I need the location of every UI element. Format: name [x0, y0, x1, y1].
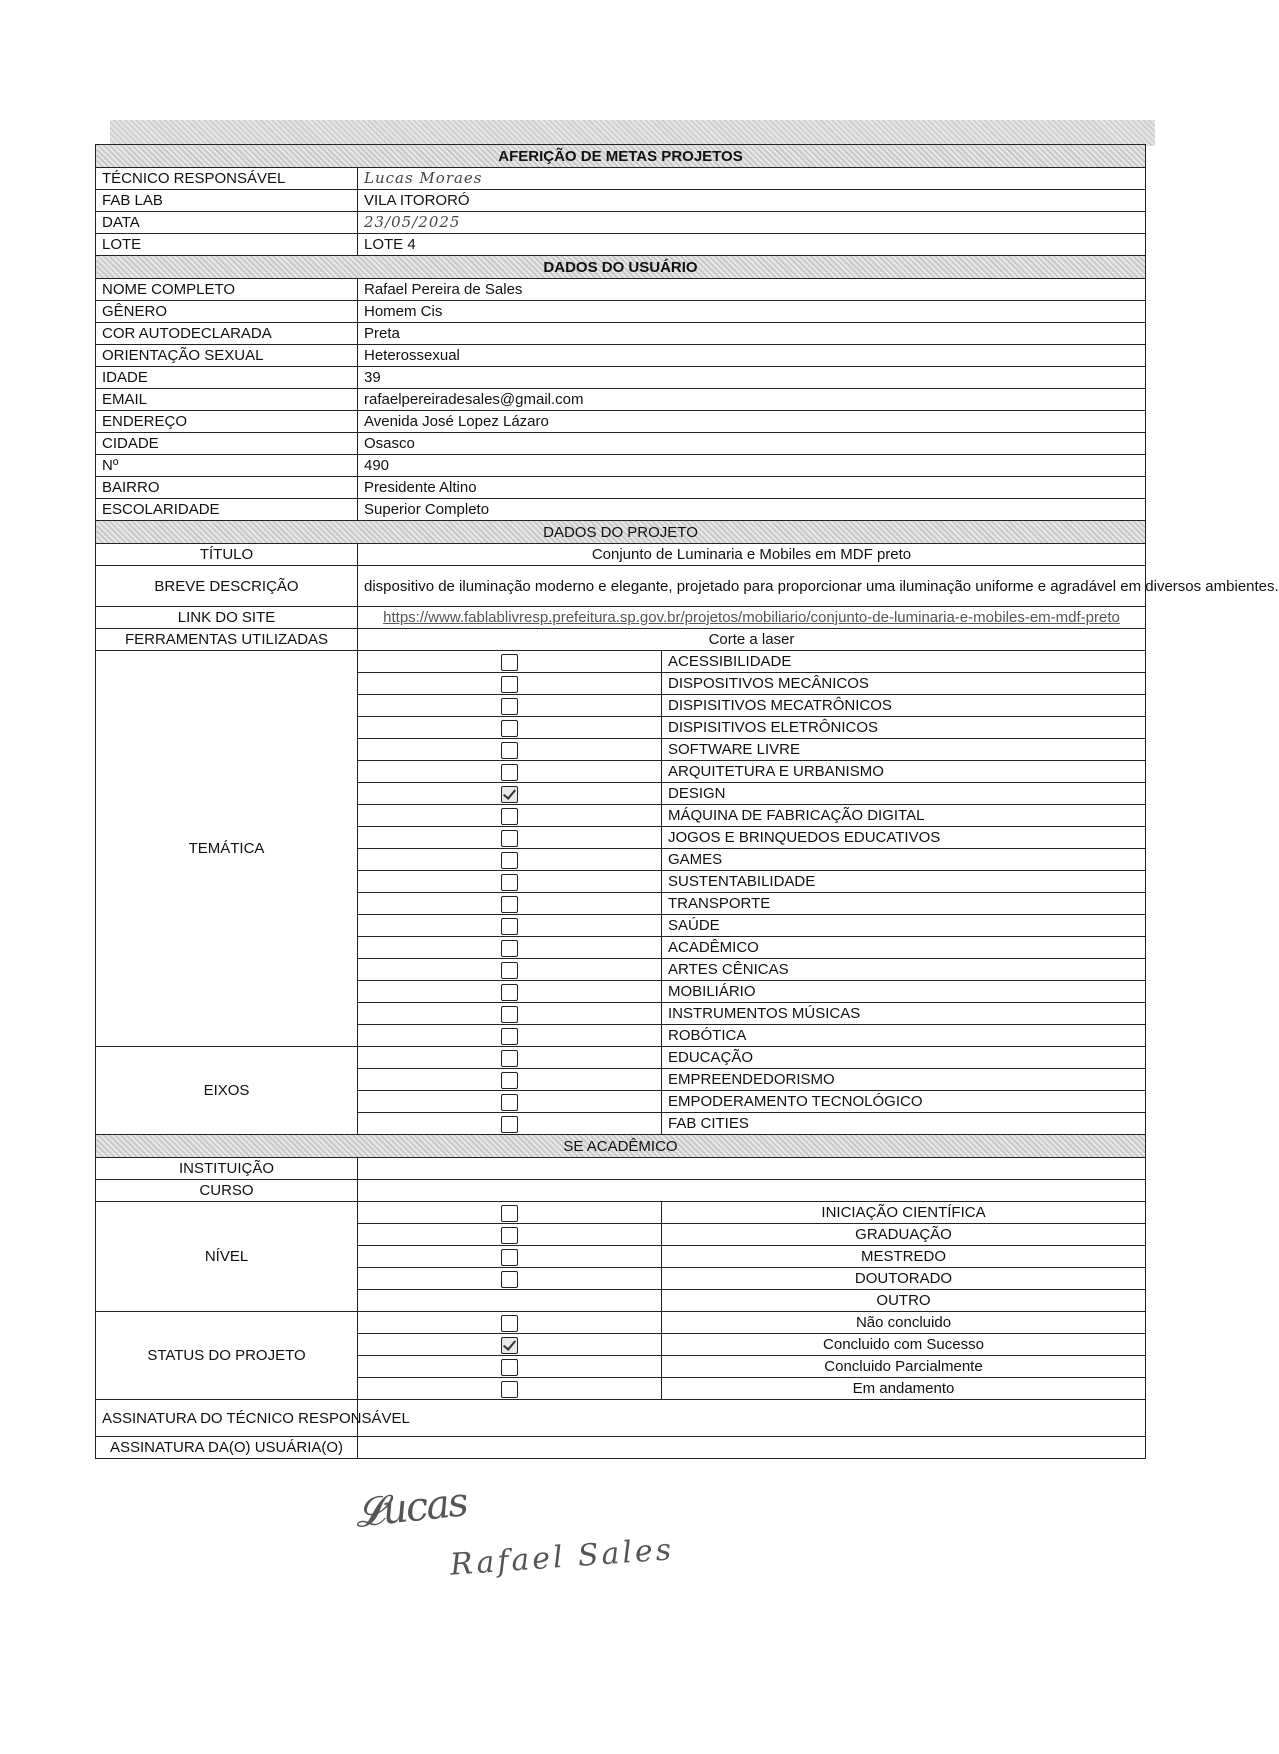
tematica-checkbox-cell	[358, 981, 662, 1003]
project-desc-row	[96, 566, 1146, 607]
user-row	[96, 301, 1146, 323]
checkbox-icon[interactable]	[501, 698, 518, 715]
checkbox-icon[interactable]	[501, 1249, 518, 1266]
section-academico	[96, 1135, 1146, 1158]
tech-signature-label: ASSINATURA DO TÉCNICO RESPONSÁVEL	[96, 1400, 358, 1437]
status-option-label: Concluido com Sucesso	[662, 1334, 1146, 1356]
tematica-option-label: SOFTWARE LIVRE	[662, 739, 1146, 761]
user-row-label: EMAIL	[96, 389, 358, 411]
status-checkbox-cell	[358, 1356, 662, 1378]
section-projeto-title: DADOS DO PROJETO	[96, 521, 1146, 544]
project-title-row-value[interactable]: Conjunto de Luminaria e Mobiles em MDF preto	[358, 544, 1146, 566]
tematica-checkbox-cell	[358, 805, 662, 827]
nivel-row	[96, 1202, 1146, 1224]
header-row	[96, 190, 1146, 212]
user-row-value[interactable]: Avenida José Lopez Lázaro	[358, 411, 1146, 433]
user-signature-field[interactable]	[358, 1437, 1146, 1459]
status-checkbox-cell	[358, 1312, 662, 1334]
tematica-checkbox-cell	[358, 717, 662, 739]
tematica-checkbox-cell	[358, 893, 662, 915]
user-row-value[interactable]: Presidente Altino	[358, 477, 1146, 499]
tematica-option-label: DISPOSITIVOS MECÂNICOS	[662, 673, 1146, 695]
checkbox-icon[interactable]	[501, 1094, 518, 1111]
tematica-checkbox-cell	[358, 673, 662, 695]
header-row-label: DATA	[96, 212, 358, 234]
status-row	[96, 1312, 1146, 1334]
tematica-option-label: DISPISITIVOS MECATRÔNICOS	[662, 695, 1146, 717]
section-projeto	[96, 521, 1146, 544]
eixos-option-label: FAB CITIES	[662, 1113, 1146, 1135]
checkbox-icon[interactable]	[501, 1271, 518, 1288]
nivel-checkbox-cell	[358, 1202, 662, 1224]
technician-signature-scribble: 𝓛ucas	[352, 1479, 469, 1537]
user-row-value[interactable]: rafaelpereiradesales@gmail.com	[358, 389, 1146, 411]
status-option-label: Em andamento	[662, 1378, 1146, 1400]
checkbox-icon[interactable]	[501, 896, 518, 913]
tematica-option-label: ROBÓTICA	[662, 1025, 1146, 1047]
user-row	[96, 367, 1146, 389]
checkbox-icon[interactable]	[501, 874, 518, 891]
tematica-option-label: GAMES	[662, 849, 1146, 871]
user-row-value[interactable]: 490	[358, 455, 1146, 477]
eixos-option-label: EMPODERAMENTO TECNOLÓGICO	[662, 1091, 1146, 1113]
tematica-checkbox-cell	[358, 1003, 662, 1025]
tematica-label: TEMÁTICA	[96, 651, 358, 1047]
header-row-label: FAB LAB	[96, 190, 358, 212]
checkbox-icon[interactable]	[501, 1116, 518, 1133]
tematica-option-label: SAÚDE	[662, 915, 1146, 937]
checkbox-icon[interactable]	[501, 852, 518, 869]
course-row-value[interactable]	[358, 1180, 1146, 1202]
section-afericao-title: AFERIÇÃO DE METAS PROJETOS	[96, 145, 1146, 168]
tech-signature-row	[96, 1400, 1146, 1437]
tematica-option-label: MOBILIÁRIO	[662, 981, 1146, 1003]
course-row	[96, 1180, 1146, 1202]
eixos-checkbox-cell	[358, 1047, 662, 1069]
tematica-checkbox-cell	[358, 695, 662, 717]
checkbox-icon[interactable]	[501, 742, 518, 759]
nivel-option-label: GRADUAÇÃO	[662, 1224, 1146, 1246]
status-label: STATUS DO PROJETO	[96, 1312, 358, 1400]
user-row	[96, 499, 1146, 521]
eixos-option-label: EMPREENDEDORISMO	[662, 1069, 1146, 1091]
user-row-label: CIDADE	[96, 433, 358, 455]
project-tools-row-value[interactable]: Corte a laser	[358, 629, 1146, 651]
tematica-checkbox-cell	[358, 651, 662, 673]
project-tools-row	[96, 629, 1146, 651]
tematica-option-label: SUSTENTABILIDADE	[662, 871, 1146, 893]
user-row-value[interactable]: Heterossexual	[358, 345, 1146, 367]
tematica-option-label: ARQUITETURA E URBANISMO	[662, 761, 1146, 783]
project-link-row	[96, 607, 1146, 629]
header-row-value[interactable]: Lucas Moraes	[358, 168, 1146, 190]
user-row	[96, 279, 1146, 301]
user-row-label: NOME COMPLETO	[96, 279, 358, 301]
header-row-label: TÉCNICO RESPONSÁVEL	[96, 168, 358, 190]
user-row-label: Nº	[96, 455, 358, 477]
user-row-label: ENDEREÇO	[96, 411, 358, 433]
project-title-row-label: TÍTULO	[96, 544, 358, 566]
user-row-label: GÊNERO	[96, 301, 358, 323]
user-row-label: ESCOLARIDADE	[96, 499, 358, 521]
user-row	[96, 477, 1146, 499]
tematica-checkbox-cell	[358, 959, 662, 981]
checkbox-icon[interactable]	[501, 1006, 518, 1023]
header-row	[96, 234, 1146, 256]
tematica-checkbox-cell	[358, 739, 662, 761]
checkbox-icon[interactable]	[501, 940, 518, 957]
tematica-option-label: MÁQUINA DE FABRICAÇÃO DIGITAL	[662, 805, 1146, 827]
tematica-checkbox-cell	[358, 937, 662, 959]
institution-row	[96, 1158, 1146, 1180]
checkbox-icon[interactable]	[501, 1028, 518, 1045]
checkbox-icon[interactable]	[501, 984, 518, 1001]
checkbox-icon[interactable]	[501, 1381, 518, 1398]
checkbox-icon[interactable]	[501, 1227, 518, 1244]
user-row-value[interactable]: Rafael Pereira de Sales	[358, 279, 1146, 301]
user-row	[96, 455, 1146, 477]
checkbox-icon[interactable]	[501, 654, 518, 671]
header-row-label: LOTE	[96, 234, 358, 256]
tematica-option-label: JOGOS E BRINQUEDOS EDUCATIVOS	[662, 827, 1146, 849]
project-desc-row-value[interactable]: dispositivo de iluminação moderno e elegante, projetado para proporcionar uma iluminação uniforme e agradável em diversos ambientes.	[358, 566, 1146, 607]
tematica-option-label: TRANSPORTE	[662, 893, 1146, 915]
checkbox-icon[interactable]	[501, 962, 518, 979]
user-row	[96, 323, 1146, 345]
checked-checkbox-icon[interactable]	[501, 786, 518, 803]
nivel-label: NÍVEL	[96, 1202, 358, 1312]
header-row	[96, 168, 1146, 190]
user-row-value[interactable]: 39	[358, 367, 1146, 389]
tematica-checkbox-cell	[358, 849, 662, 871]
checkbox-icon[interactable]	[501, 808, 518, 825]
section-usuario	[96, 256, 1146, 279]
user-row	[96, 345, 1146, 367]
nivel-checkbox-cell	[358, 1268, 662, 1290]
section-usuario-title: DADOS DO USUÁRIO	[96, 256, 1146, 279]
checkbox-icon[interactable]	[501, 1050, 518, 1067]
checkbox-icon[interactable]	[501, 1072, 518, 1089]
user-row	[96, 389, 1146, 411]
checkbox-icon[interactable]	[501, 918, 518, 935]
tematica-option-label: ARTES CÊNICAS	[662, 959, 1146, 981]
tematica-checkbox-cell	[358, 783, 662, 805]
nivel-checkbox-cell	[358, 1246, 662, 1268]
tematica-option-label: DISPISITIVOS ELETRÔNICOS	[662, 717, 1146, 739]
institution-row-value[interactable]	[358, 1158, 1146, 1180]
user-row-value[interactable]: Preta	[358, 323, 1146, 345]
checkbox-icon[interactable]	[501, 764, 518, 781]
user-row-label: ORIENTAÇÃO SEXUAL	[96, 345, 358, 367]
project-link-row-label: LINK DO SITE	[96, 607, 358, 629]
checked-checkbox-icon[interactable]	[501, 1337, 518, 1354]
institution-row-label: INSTITUIÇÃO	[96, 1158, 358, 1180]
nivel-checkbox-cell	[358, 1290, 662, 1312]
nivel-option-label: MESTREDO	[662, 1246, 1146, 1268]
tematica-checkbox-cell	[358, 827, 662, 849]
checkbox-icon[interactable]	[501, 1315, 518, 1332]
tematica-row	[96, 651, 1146, 673]
course-row-label: CURSO	[96, 1180, 358, 1202]
status-option-label: Concluido Parcialmente	[662, 1356, 1146, 1378]
project-desc-row-label: BREVE DESCRIÇÃO	[96, 566, 358, 607]
header-row-value[interactable]: LOTE 4	[358, 234, 1146, 256]
user-row-label: IDADE	[96, 367, 358, 389]
checkbox-icon[interactable]	[501, 1359, 518, 1376]
tech-signature-field[interactable]	[358, 1400, 1146, 1437]
header-row-value[interactable]: VILA ITORORÓ	[358, 190, 1146, 212]
user-signature-scribble: Rafael Sales	[449, 1532, 676, 1583]
checkbox-icon[interactable]	[501, 720, 518, 737]
tematica-checkbox-cell	[358, 1025, 662, 1047]
user-row-value[interactable]: Osasco	[358, 433, 1146, 455]
checkbox-icon[interactable]	[501, 830, 518, 847]
eixos-checkbox-cell	[358, 1113, 662, 1135]
user-row	[96, 433, 1146, 455]
scan-header-strip	[110, 120, 1155, 146]
status-checkbox-cell	[358, 1334, 662, 1356]
section-afericao	[96, 145, 1146, 168]
project-assessment-form	[95, 144, 1279, 1459]
nivel-option-label: DOUTORADO	[662, 1268, 1146, 1290]
checkbox-icon[interactable]	[501, 676, 518, 693]
eixos-checkbox-cell	[358, 1069, 662, 1091]
user-row	[96, 411, 1146, 433]
tematica-checkbox-cell	[358, 761, 662, 783]
user-row-value[interactable]: Superior Completo	[358, 499, 1146, 521]
eixos-label: EIXOS	[96, 1047, 358, 1135]
tematica-option-label: INSTRUMENTOS MÚSICAS	[662, 1003, 1146, 1025]
tematica-option-label: DESIGN	[662, 783, 1146, 805]
eixos-option-label: EDUCAÇÃO	[662, 1047, 1146, 1069]
project-link-row-value[interactable]: https://www.fablablivresp.prefeitura.sp.gov.br/projetos/mobiliario/conjunto-de-luminaria-e-mobiles-em-mdf-preto	[358, 607, 1146, 629]
tematica-option-label: ACESSIBILIDADE	[662, 651, 1146, 673]
status-checkbox-cell	[358, 1378, 662, 1400]
project-tools-row-label: FERRAMENTAS UTILIZADAS	[96, 629, 358, 651]
tematica-option-label: ACADÊMICO	[662, 937, 1146, 959]
project-title-row	[96, 544, 1146, 566]
tematica-checkbox-cell	[358, 915, 662, 937]
section-academico-title: SE ACADÊMICO	[96, 1135, 1146, 1158]
eixos-row	[96, 1047, 1146, 1069]
user-signature-label: ASSINATURA DA(O) USUÁRIA(O)	[96, 1437, 358, 1459]
nivel-option-label: INICIAÇÃO CIENTÍFICA	[662, 1202, 1146, 1224]
status-option-label: Não concluido	[662, 1312, 1146, 1334]
checkbox-icon[interactable]	[501, 1205, 518, 1222]
header-row-value[interactable]: 23/05/2025	[358, 212, 1146, 234]
eixos-checkbox-cell	[358, 1091, 662, 1113]
user-row-value[interactable]: Homem Cis	[358, 301, 1146, 323]
user-row-label: COR AUTODECLARADA	[96, 323, 358, 345]
header-row	[96, 212, 1146, 234]
user-row-label: BAIRRO	[96, 477, 358, 499]
nivel-checkbox-cell	[358, 1224, 662, 1246]
tematica-checkbox-cell	[358, 871, 662, 893]
nivel-option-label: OUTRO	[662, 1290, 1146, 1312]
user-signature-row	[96, 1437, 1146, 1459]
